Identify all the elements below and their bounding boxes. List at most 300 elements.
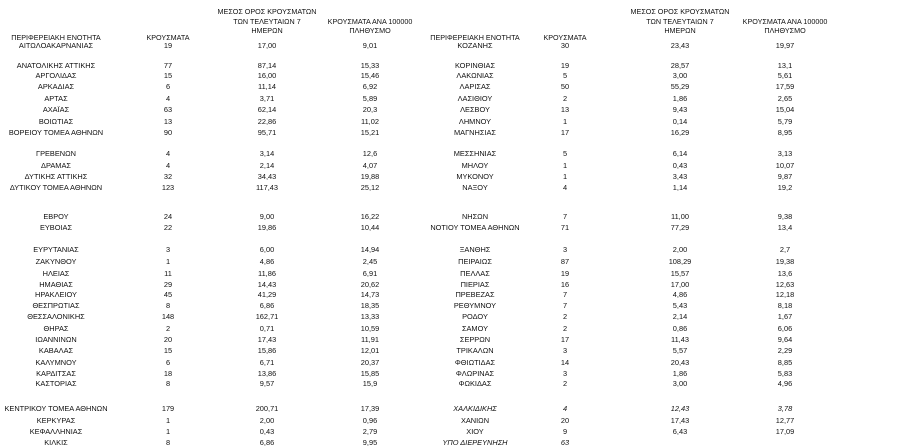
table-row xyxy=(420,324,900,334)
table-row xyxy=(0,172,420,182)
cell-region: ΒΟΡΕΙΟΥ ΤΟΜΕΑ ΑΘΗΝΩΝ xyxy=(8,128,104,137)
cell-cases: 179 xyxy=(161,404,175,413)
cell-cases: 15 xyxy=(163,346,173,355)
cell-region: ΚΕΡΚΥΡΑΣ xyxy=(36,416,76,425)
cell-avg: 77,29 xyxy=(670,223,690,232)
cell-region: ΔΥΤΙΚΗΣ ΑΤΤΙΚΗΣ xyxy=(24,172,88,181)
cell-region: ΚΟΡΙΝΘΙΑΣ xyxy=(454,61,496,70)
cell-region: ΦΩΚΙΔΑΣ xyxy=(458,379,492,388)
cell-cases: 8 xyxy=(165,379,171,388)
table-row xyxy=(0,61,420,71)
cell-cases: 32 xyxy=(163,172,173,181)
cell-cases: 3 xyxy=(562,245,568,254)
cell-avg: 87,14 xyxy=(257,61,277,70)
cell-per100k: 0,96 xyxy=(362,416,378,425)
cell-avg: 2,00 xyxy=(672,245,688,254)
table-row xyxy=(0,71,420,81)
cell-cases: 8 xyxy=(165,438,171,447)
cell-cases: 29 xyxy=(163,280,173,289)
table-row xyxy=(0,280,420,290)
cell-region: ΦΘΙΩΤΙΔΑΣ xyxy=(454,358,496,367)
cell-region: ΛΑΡΙΣΑΣ xyxy=(459,82,491,91)
cell-region: ΚΑΣΤΟΡΙΑΣ xyxy=(35,379,77,388)
cell-per100k: 2,29 xyxy=(777,346,793,355)
table-row xyxy=(420,183,900,193)
cell-per100k: 10,07 xyxy=(775,161,795,170)
cell-cases: 2 xyxy=(562,324,568,333)
cell-region: ΛΑΚΩΝΙΑΣ xyxy=(456,71,494,80)
cell-cases: 5 xyxy=(562,149,568,158)
cell-region: ΠΕΛΛΑΣ xyxy=(460,269,490,278)
header-per100k-line2: ΠΛΗΘΥΣΜΟ xyxy=(764,26,806,35)
table-row xyxy=(420,245,900,255)
cell-region: ΓΡΕΒΕΝΩΝ xyxy=(36,149,76,158)
cell-region: ΦΛΩΡΙΝΑΣ xyxy=(455,369,495,378)
cell-avg: 17,00 xyxy=(670,280,690,289)
cell-avg: 3,43 xyxy=(672,172,688,181)
cell-per100k: 16,22 xyxy=(360,212,380,221)
cell-per100k: 5,61 xyxy=(777,71,793,80)
cell-per100k: 2,65 xyxy=(777,94,793,103)
cell-region: ΚΙΛΚΙΣ xyxy=(44,438,68,447)
cell-cases: 4 xyxy=(165,149,171,158)
table-row xyxy=(0,427,420,437)
cell-per100k: 15,46 xyxy=(360,71,380,80)
cell-per100k: 9,64 xyxy=(777,335,793,344)
cell-avg: 9,57 xyxy=(259,379,275,388)
cell-cases: 87 xyxy=(560,257,570,266)
cell-per100k: 9,87 xyxy=(777,172,793,181)
cell-per100k: 15,21 xyxy=(360,128,380,137)
cell-avg: 14,43 xyxy=(257,280,277,289)
cell-avg: 17,43 xyxy=(670,416,690,425)
cell-avg: 95,71 xyxy=(257,128,277,137)
cell-per100k: 11,02 xyxy=(361,117,379,126)
cell-per100k: 10,59 xyxy=(360,324,380,333)
cell-per100k: 11,91 xyxy=(361,335,379,344)
cell-avg: 17,43 xyxy=(257,335,277,344)
header-avg-line2: ΤΩΝ ΤΕΛΕΥΤΑΙΩΝ 7 xyxy=(646,17,714,26)
cell-per100k: 9,95 xyxy=(362,438,378,447)
table-row xyxy=(0,257,420,267)
cell-region: ΙΩΑΝΝΙΝΩΝ xyxy=(35,335,77,344)
cell-avg: 0,43 xyxy=(672,161,688,170)
cell-cases: 6 xyxy=(165,82,171,91)
cell-per100k: 13,4 xyxy=(777,223,793,232)
table-row xyxy=(0,369,420,379)
cell-avg: 15,57 xyxy=(670,269,690,278)
cell-region: ΠΡΕΒΕΖΑΣ xyxy=(455,290,495,299)
cell-cases: 63 xyxy=(163,105,173,114)
header-per100k-line1: ΚΡΟΥΣΜΑΤΑ ΑΝΑ 100000 xyxy=(327,17,413,26)
cell-cases: 19 xyxy=(163,41,173,50)
cell-cases: 5 xyxy=(562,71,568,80)
cell-per100k: 20,3 xyxy=(362,105,378,114)
header-avg-line1: ΜΕΣΟΣ ΟΡΟΣ ΚΡΟΥΣΜΑΤΩΝ xyxy=(217,7,317,16)
cell-cases: 50 xyxy=(560,82,570,91)
cell-cases: 20 xyxy=(560,416,570,425)
cell-avg: 11,43 xyxy=(671,335,689,344)
cell-avg: 11,00 xyxy=(671,212,689,221)
cell-cases: 2 xyxy=(562,312,568,321)
table-left xyxy=(0,0,420,447)
cell-cases: 16 xyxy=(560,280,570,289)
cell-per100k: 5,89 xyxy=(362,94,378,103)
cell-per100k: 12,6 xyxy=(362,149,378,158)
cell-cases: 3 xyxy=(165,245,171,254)
table-row xyxy=(0,245,420,255)
cell-per100k: 19,2 xyxy=(777,183,793,192)
cell-cases: 13 xyxy=(560,105,570,114)
cell-per100k: 12,18 xyxy=(775,290,795,299)
cell-per100k: 4,07 xyxy=(362,161,378,170)
cell-region: ΑΧΑΪΑΣ xyxy=(42,105,70,114)
cell-cases: 9 xyxy=(562,427,568,436)
table-row xyxy=(0,269,420,279)
table-row xyxy=(420,105,900,115)
cell-cases: 2 xyxy=(165,324,171,333)
cell-region: ΛΗΜΝΟΥ xyxy=(458,117,492,126)
table-row xyxy=(0,117,420,127)
cell-region: ΚΑΛΥΜΝΟΥ xyxy=(35,358,77,367)
table-row xyxy=(420,358,900,368)
cell-cases: 2 xyxy=(562,94,568,103)
cell-avg: 22,86 xyxy=(257,117,277,126)
table-row xyxy=(420,369,900,379)
cell-region: ΡΟΔΟΥ xyxy=(462,312,488,321)
cell-region: ΑΝΑΤΟΛΙΚΗΣ ΑΤΤΙΚΗΣ xyxy=(16,61,96,70)
cell-per100k: 8,85 xyxy=(777,358,793,367)
cell-avg: 15,86 xyxy=(257,346,277,355)
cell-region: ΠΕΙΡΑΙΩΣ xyxy=(458,257,492,266)
cell-region: ΚΕΦΑΛΛΗΝΙΑΣ xyxy=(29,427,83,436)
cell-avg: 4,86 xyxy=(259,257,275,266)
table-row xyxy=(0,404,420,414)
cell-per100k: 17,59 xyxy=(775,82,795,91)
cell-cases: 15 xyxy=(163,71,173,80)
cell-region: ΗΛΕΙΑΣ xyxy=(42,269,70,278)
cell-avg: 9,43 xyxy=(672,105,688,114)
cell-region: ΕΥΡΥΤΑΝΙΑΣ xyxy=(33,245,79,254)
cell-cases: 77 xyxy=(163,61,173,70)
cell-avg: 11,14 xyxy=(258,82,276,91)
cell-avg: 3,00 xyxy=(672,379,688,388)
cell-per100k: 2,45 xyxy=(362,257,378,266)
cell-avg: 5,43 xyxy=(672,301,688,310)
cell-avg: 0,86 xyxy=(672,324,688,333)
cell-region: ΛΕΣΒΟΥ xyxy=(460,105,490,114)
cell-cases: 24 xyxy=(163,212,173,221)
cell-per100k: 18,35 xyxy=(360,301,380,310)
cell-cases: 17 xyxy=(560,128,570,137)
cell-region: ΧΑΝΙΩΝ xyxy=(460,416,490,425)
table-row xyxy=(0,301,420,311)
cell-per100k: 25,12 xyxy=(360,183,380,192)
cell-region: ΑΙΤΩΛΟΑΚΑΡΝΑΝΙΑΣ xyxy=(18,41,94,50)
cell-per100k: 13,1 xyxy=(777,61,793,70)
cell-per100k: 17,09 xyxy=(775,427,795,436)
cell-region: ΝΟΤΙΟΥ ΤΟΜΕΑ ΑΘΗΝΩΝ xyxy=(430,223,520,232)
cell-cases: 22 xyxy=(163,223,173,232)
table-row xyxy=(420,427,900,437)
cell-region: ΞΑΝΘΗΣ xyxy=(459,245,491,254)
cell-per100k: 13,6 xyxy=(777,269,793,278)
table-row xyxy=(420,212,900,222)
table-row xyxy=(420,128,900,138)
cell-per100k: 17,39 xyxy=(360,404,380,413)
cell-region: ΥΠΟ ΔΙΕΡΕΥΝΗΣΗ xyxy=(442,438,508,447)
cell-cases: 3 xyxy=(562,346,568,355)
table-row xyxy=(0,312,420,322)
cell-region: ΕΒΡΟΥ xyxy=(43,212,69,221)
cell-avg: 34,43 xyxy=(257,172,277,181)
cell-avg: 6,86 xyxy=(259,438,275,447)
cell-cases: 1 xyxy=(562,161,568,170)
cell-region: ΘΗΡΑΣ xyxy=(43,324,69,333)
cell-cases: 1 xyxy=(562,172,568,181)
table-row xyxy=(420,223,900,233)
table-row xyxy=(420,257,900,267)
table-row xyxy=(0,41,420,51)
header-avg-line3: ΗΜΕΡΩΝ xyxy=(251,26,283,35)
table-row xyxy=(420,290,900,300)
cell-avg: 200,71 xyxy=(255,404,279,413)
cell-region: ΗΡΑΚΛΕΙΟΥ xyxy=(35,290,77,299)
cell-avg: 0,43 xyxy=(259,427,275,436)
cell-region: ΧΑΛΚΙΔΙΚΗΣ xyxy=(453,404,497,413)
cell-cases: 13 xyxy=(163,117,173,126)
table-row xyxy=(0,128,420,138)
cell-region: ΡΕΘΥΜΝΟΥ xyxy=(453,301,497,310)
cell-per100k: 2,79 xyxy=(362,427,378,436)
cell-avg: 117,43 xyxy=(255,183,279,192)
table-row xyxy=(420,404,900,414)
table-row xyxy=(420,301,900,311)
cell-avg: 6,71 xyxy=(259,358,275,367)
cell-region: ΑΡΤΑΣ xyxy=(44,94,68,103)
table-row xyxy=(420,269,900,279)
cell-region: ΕΥΒΟΙΑΣ xyxy=(39,223,73,232)
table-row xyxy=(420,335,900,345)
cell-region: ΖΑΚΥΝΘΟΥ xyxy=(35,257,77,266)
cell-avg: 23,43 xyxy=(670,41,690,50)
cell-per100k: 12,63 xyxy=(775,280,795,289)
header-avg-line2: ΤΩΝ ΤΕΛΕΥΤΑΙΩΝ 7 xyxy=(233,17,301,26)
cell-avg: 11,86 xyxy=(258,269,276,278)
cell-per100k: 8,18 xyxy=(777,301,793,310)
cell-region: ΗΜΑΘΙΑΣ xyxy=(39,280,73,289)
table-row xyxy=(0,324,420,334)
cell-cases: 45 xyxy=(163,290,173,299)
cell-per100k: 6,91 xyxy=(362,269,378,278)
cell-avg: 9,00 xyxy=(259,212,275,221)
header-region: ΠΕΡΙΦΕΡΕΙΑΚΗ ΕΝΟΤΗΤΑ xyxy=(430,33,520,42)
cell-avg: 6,00 xyxy=(259,245,275,254)
cell-region: ΣΕΡΡΩΝ xyxy=(459,335,491,344)
cell-avg: 0,14 xyxy=(672,117,688,126)
cell-avg: 2,00 xyxy=(259,416,275,425)
cell-per100k: 13,33 xyxy=(360,312,380,321)
header-avg-line3: ΗΜΕΡΩΝ xyxy=(664,26,696,35)
table-row xyxy=(420,379,900,389)
cell-region: ΛΑΣΙΘΙΟΥ xyxy=(457,94,493,103)
cell-per100k: 19,88 xyxy=(360,172,380,181)
cell-per100k: 3,78 xyxy=(777,404,793,413)
cell-avg: 4,86 xyxy=(672,290,688,299)
cell-avg: 28,57 xyxy=(670,61,690,70)
header-region: ΠΕΡΙΦΕΡΕΙΑΚΗ ΕΝΟΤΗΤΑ xyxy=(11,33,101,42)
cell-cases: 4 xyxy=(562,404,568,413)
cell-per100k: 4,96 xyxy=(777,379,793,388)
cell-per100k: 2,7 xyxy=(779,245,791,254)
table-row xyxy=(0,346,420,356)
table-row xyxy=(420,149,900,159)
cell-cases: 4 xyxy=(165,94,171,103)
cell-avg: 3,71 xyxy=(259,94,275,103)
cell-cases: 6 xyxy=(165,358,171,367)
cell-cases: 1 xyxy=(562,117,568,126)
cell-per100k: 9,01 xyxy=(362,41,378,50)
cell-cases: 20 xyxy=(163,335,173,344)
cell-region: ΒΟΙΩΤΙΑΣ xyxy=(38,117,74,126)
cell-cases: 19 xyxy=(560,269,570,278)
cell-cases: 17 xyxy=(560,335,570,344)
cell-avg: 16,29 xyxy=(670,128,690,137)
cell-cases: 30 xyxy=(560,41,570,50)
table-row xyxy=(420,82,900,92)
cell-per100k: 5,79 xyxy=(777,117,793,126)
cell-region: ΔΥΤΙΚΟΥ ΤΟΜΕΑ ΑΘΗΝΩΝ xyxy=(9,183,103,192)
cell-per100k: 12,01 xyxy=(360,346,380,355)
cell-avg: 1,86 xyxy=(672,94,688,103)
cell-region: ΠΙΕΡΙΑΣ xyxy=(460,280,490,289)
cell-region: ΚΟΖΑΝΗΣ xyxy=(457,41,493,50)
table-row xyxy=(420,61,900,71)
table-row xyxy=(420,41,900,51)
cell-avg: 17,00 xyxy=(257,41,277,50)
cell-avg: 3,14 xyxy=(259,149,275,158)
cell-per100k: 3,13 xyxy=(777,149,793,158)
cell-region: ΧΙΟΥ xyxy=(466,427,484,436)
cell-region: ΚΑΒΑΛΑΣ xyxy=(38,346,74,355)
table-row xyxy=(420,71,900,81)
table-row xyxy=(420,161,900,171)
cell-avg: 12,43 xyxy=(670,404,690,413)
cell-per100k: 15,04 xyxy=(775,105,795,114)
cell-per100k: 19,38 xyxy=(775,257,795,266)
cell-region: ΜΗΛΟΥ xyxy=(461,161,489,170)
table-row xyxy=(420,280,900,290)
table-row xyxy=(0,379,420,389)
cell-per100k: 5,83 xyxy=(777,369,793,378)
cell-region: ΝΑΞΟΥ xyxy=(462,183,488,192)
cell-cases: 14 xyxy=(560,358,570,367)
cell-region: ΘΕΣΠΡΩΤΙΑΣ xyxy=(32,301,80,310)
cell-cases: 1 xyxy=(165,257,171,266)
table-row xyxy=(420,172,900,182)
table-row xyxy=(0,161,420,171)
table-row xyxy=(420,312,900,322)
cell-region: ΑΡΚΑΔΙΑΣ xyxy=(37,82,75,91)
cell-avg: 1,14 xyxy=(672,183,688,192)
table-row xyxy=(420,416,900,426)
cell-cases: 1 xyxy=(165,427,171,436)
cell-cases: 18 xyxy=(163,369,173,378)
header-per100k-line1: ΚΡΟΥΣΜΑΤΑ ΑΝΑ 100000 xyxy=(742,17,828,26)
cell-cases: 4 xyxy=(562,183,568,192)
cell-per100k: 19,97 xyxy=(775,41,795,50)
cell-region: ΤΡΙΚΑΛΩΝ xyxy=(456,346,494,355)
header-cases: ΚΡΟΥΣΜΑΤΑ xyxy=(146,33,190,42)
cell-per100k: 12,77 xyxy=(775,416,795,425)
cell-cases: 2 xyxy=(562,379,568,388)
cell-avg: 41,29 xyxy=(257,290,277,299)
header-avg-line1: ΜΕΣΟΣ ΟΡΟΣ ΚΡΟΥΣΜΑΤΩΝ xyxy=(630,7,730,16)
table-row xyxy=(0,105,420,115)
table-row xyxy=(0,223,420,233)
cell-cases: 1 xyxy=(165,416,171,425)
cell-per100k: 6,92 xyxy=(362,82,378,91)
cell-cases: 7 xyxy=(562,301,568,310)
table-row xyxy=(0,183,420,193)
cell-avg: 162,71 xyxy=(255,312,279,321)
cell-cases: 3 xyxy=(562,369,568,378)
cell-avg: 6,43 xyxy=(672,427,688,436)
cell-cases: 7 xyxy=(562,290,568,299)
header-per100k-line2: ΠΛΗΘΥΣΜΟ xyxy=(349,26,391,35)
cell-avg: 0,71 xyxy=(259,324,275,333)
cell-per100k: 1,67 xyxy=(777,312,793,321)
table-right xyxy=(420,0,900,447)
cell-avg: 20,43 xyxy=(670,358,690,367)
cell-avg: 5,57 xyxy=(672,346,688,355)
cell-per100k: 14,73 xyxy=(360,290,380,299)
cell-per100k: 20,62 xyxy=(360,280,380,289)
table-row xyxy=(420,117,900,127)
cell-region: ΚΑΡΔΙΤΣΑΣ xyxy=(36,369,76,378)
table-row xyxy=(0,290,420,300)
cell-region: ΣΑΜΟΥ xyxy=(461,324,489,333)
cell-per100k: 6,06 xyxy=(777,324,793,333)
cell-per100k: 14,94 xyxy=(360,245,380,254)
table-row xyxy=(0,149,420,159)
header-cases: ΚΡΟΥΣΜΑΤΑ xyxy=(543,33,587,42)
cell-per100k: 10,44 xyxy=(360,223,380,232)
table-row xyxy=(0,212,420,222)
cell-region: ΜΑΓΝΗΣΙΑΣ xyxy=(454,128,496,137)
cell-cases: 123 xyxy=(161,183,175,192)
cell-region: ΘΕΣΣΑΛΟΝΙΚΗΣ xyxy=(27,312,85,321)
cell-cases: 148 xyxy=(161,312,175,321)
cell-avg: 2,14 xyxy=(672,312,688,321)
cell-per100k: 15,9 xyxy=(362,379,378,388)
table-row xyxy=(0,358,420,368)
cell-avg: 55,29 xyxy=(670,82,690,91)
cell-region: ΝΗΣΩΝ xyxy=(461,212,489,221)
cell-avg: 2,14 xyxy=(259,161,275,170)
cell-per100k: 15,85 xyxy=(360,369,380,378)
cell-region: ΑΡΓΟΛΙΔΑΣ xyxy=(35,71,77,80)
table-row xyxy=(420,346,900,356)
cell-per100k: 20,37 xyxy=(360,358,380,367)
cell-region: ΔΡΑΜΑΣ xyxy=(41,161,71,170)
cell-cases: 71 xyxy=(560,223,570,232)
table-row xyxy=(0,82,420,92)
cell-avg: 108,29 xyxy=(668,257,692,266)
cell-region: ΚΕΝΤΡΙΚΟΥ ΤΟΜΕΑ ΑΘΗΝΩΝ xyxy=(4,404,108,413)
cell-cases: 8 xyxy=(165,301,171,310)
cell-cases: 19 xyxy=(560,61,570,70)
